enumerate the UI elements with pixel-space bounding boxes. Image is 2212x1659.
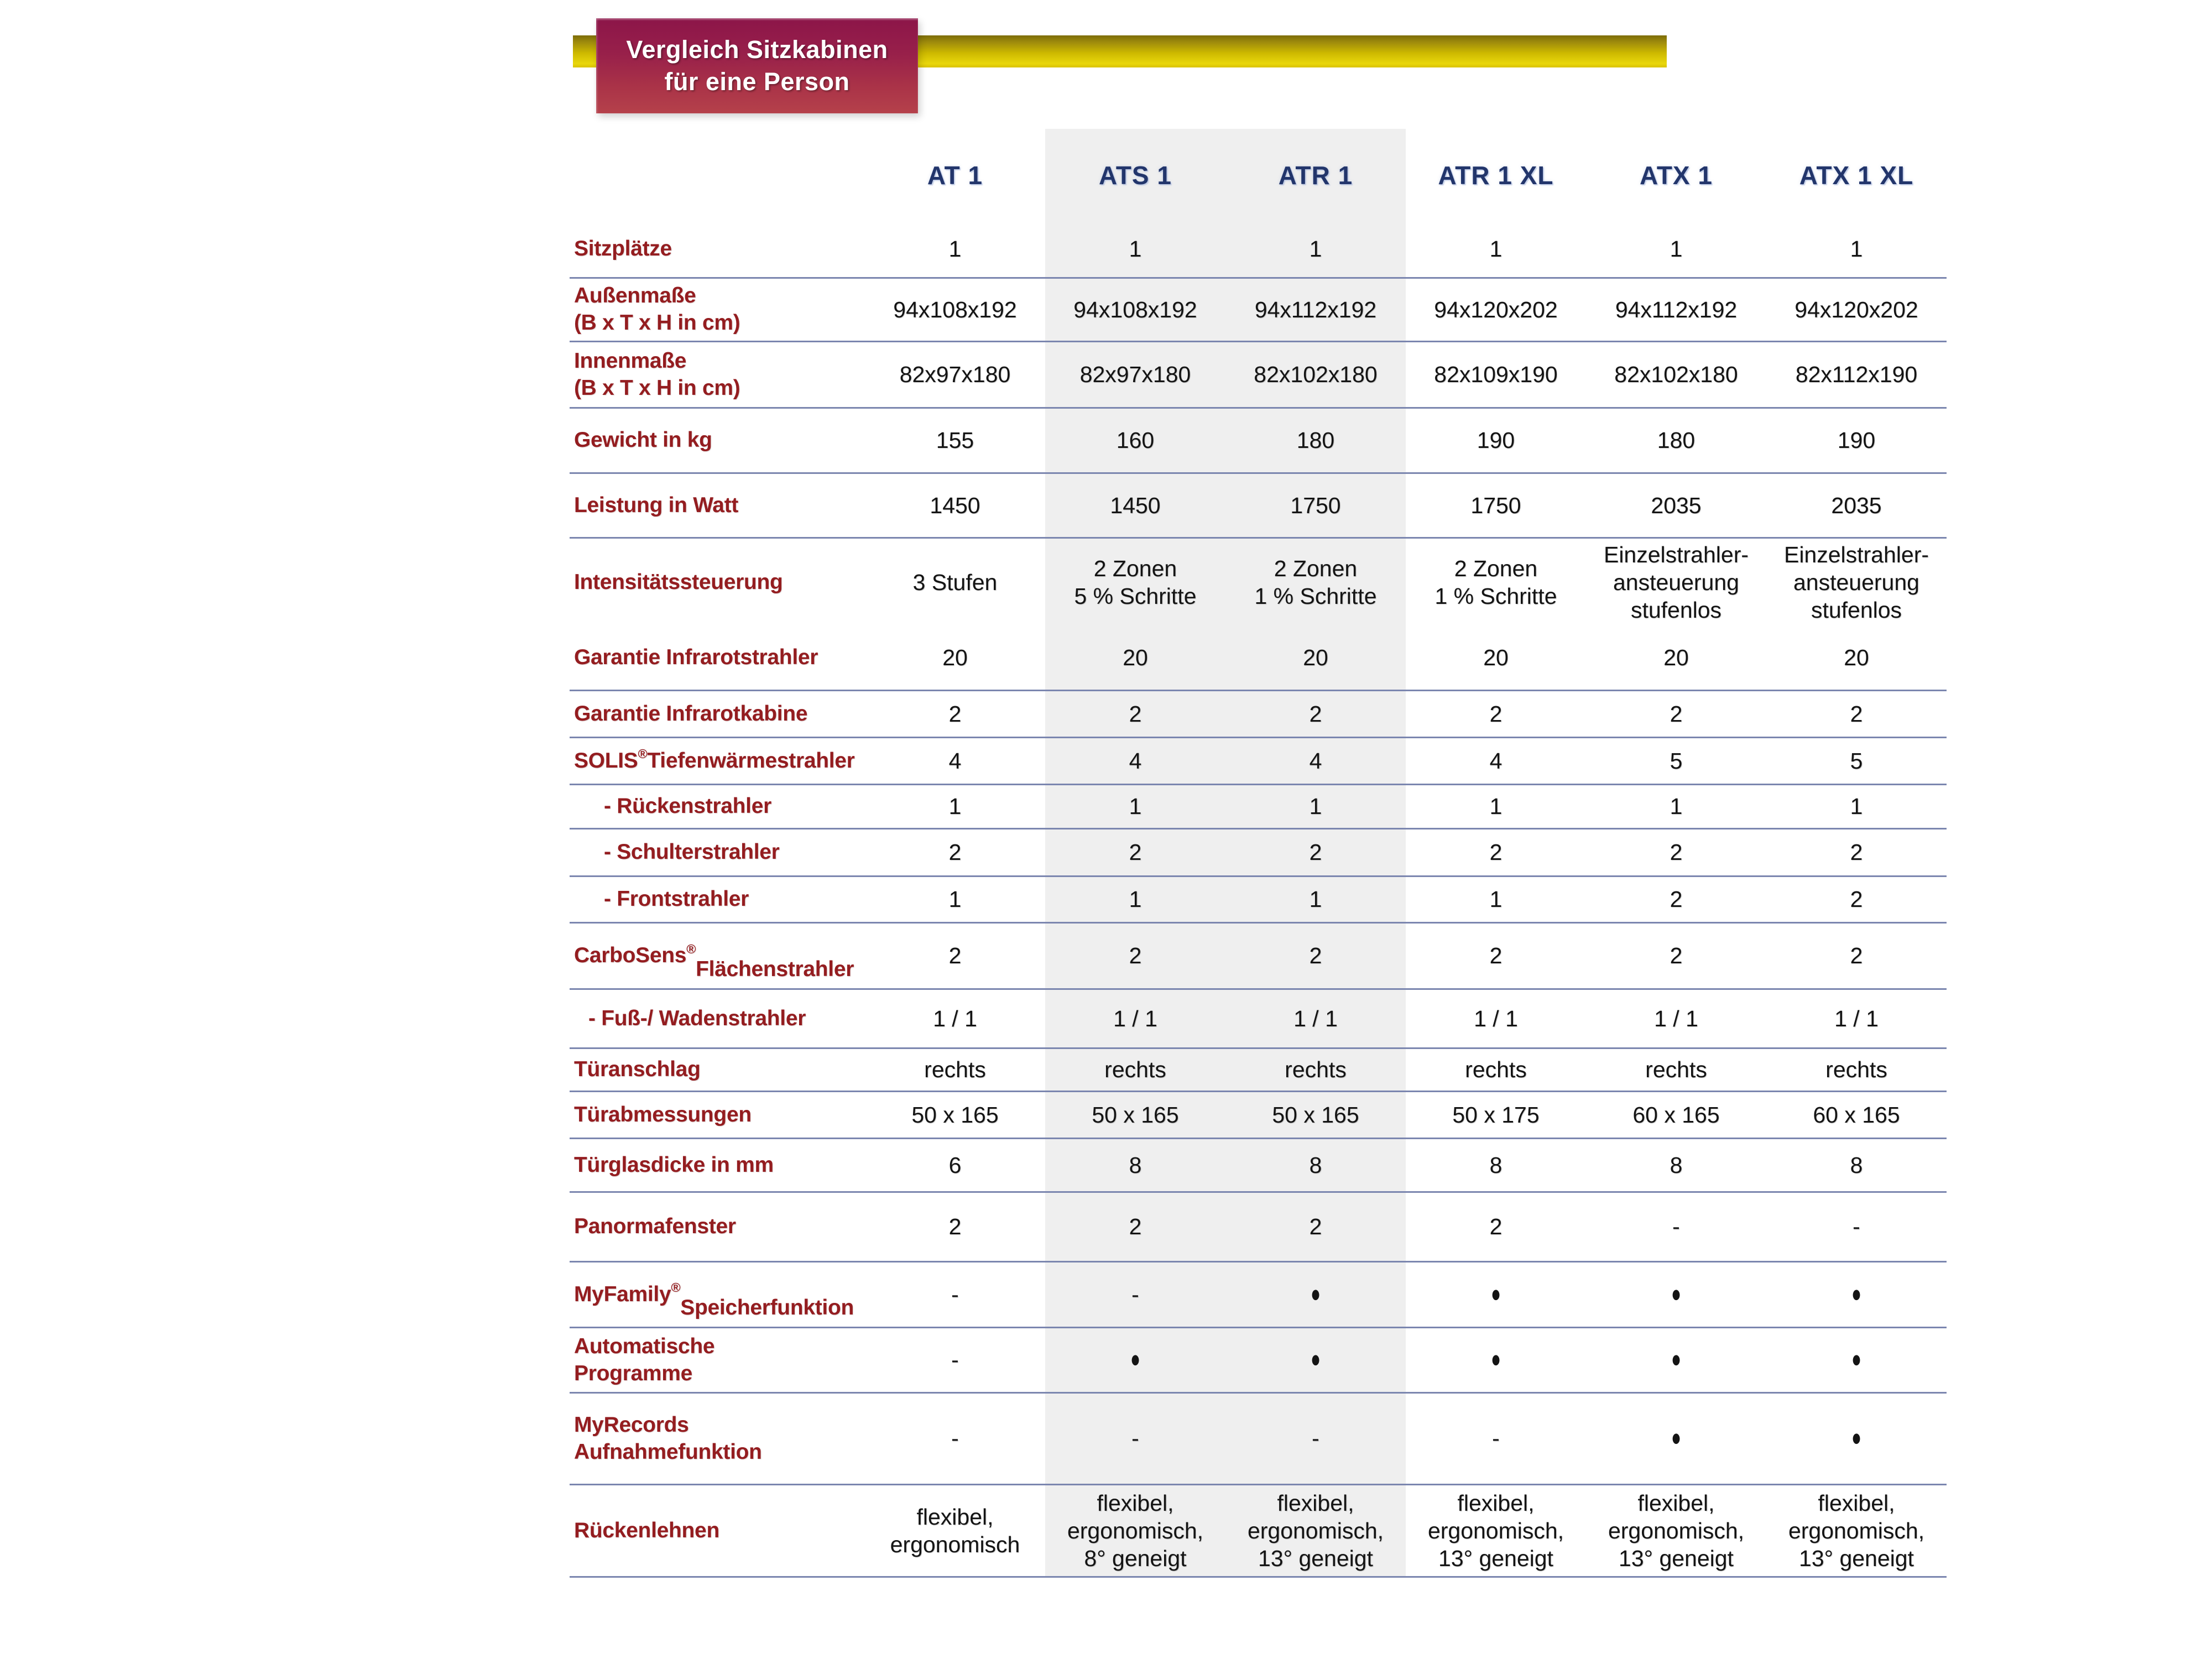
cell-value: 82x112x190: [1766, 342, 1947, 409]
cell-value: 50 x 175: [1406, 1092, 1586, 1139]
cell-value: 2: [1766, 691, 1947, 738]
cell-value: 1 / 1: [1586, 990, 1766, 1049]
cell-value: 2: [1406, 830, 1586, 877]
row-label: Intensitätssteuerung: [574, 570, 783, 594]
cell-value: 180: [1586, 409, 1766, 474]
cell-value: 180: [1225, 409, 1406, 474]
row-label: CarboSens ® Flächenstrahler: [570, 924, 865, 990]
cell-value: 1: [1406, 877, 1586, 924]
cell-value: [1766, 1328, 1947, 1394]
cell-value: [1406, 1262, 1586, 1328]
cell-value: -: [865, 1394, 1045, 1485]
cell-value: 2: [1586, 691, 1766, 738]
row-label: MyRecords Aufnahmefunktion: [570, 1394, 865, 1485]
row-label: - Frontstrahler: [570, 877, 865, 924]
cell-value: 60 x 165: [1766, 1092, 1947, 1139]
row-label: MyFamily ® Speicherfunktion: [570, 1262, 865, 1328]
cell-value: 2: [1045, 830, 1225, 877]
cell-value: [1766, 1394, 1947, 1485]
cell-value: 2: [865, 830, 1045, 877]
cell-value: -: [1045, 1262, 1225, 1328]
cell-value: 82x102x180: [1225, 342, 1406, 409]
cell-value: 1: [1586, 785, 1766, 830]
cell-value: 4: [865, 738, 1045, 785]
cell-value: 1: [865, 877, 1045, 924]
cell-value: 1 / 1: [865, 990, 1045, 1049]
row-label: Garantie Infrarotstrahler: [570, 626, 865, 691]
column-header-atx-1: ATX 1: [1640, 160, 1713, 190]
cell-value: 2: [1766, 877, 1947, 924]
feature-dot-icon: ●: [1490, 1280, 1501, 1307]
feature-dot-icon: ●: [1851, 1280, 1862, 1307]
cell-value: 94x120x202: [1406, 279, 1586, 342]
cell-value: 2: [1766, 924, 1947, 990]
cell-value: 94x112x192: [1586, 279, 1766, 342]
cell-value: 190: [1406, 409, 1586, 474]
cell-value: 2 Zonen 1 % Schritte: [1225, 539, 1406, 626]
row-label: SOLIS ® Tiefenwärmestrahler: [570, 738, 865, 785]
cell-value: 2 Zonen 5 % Schritte: [1045, 539, 1225, 626]
column-header-atr-1-xl: ATR 1 XL: [1438, 160, 1554, 190]
cell-value: 190: [1766, 409, 1947, 474]
cell-value: 50 x 165: [865, 1092, 1045, 1139]
row-label: Innenmaße (B x T x H in cm): [570, 342, 865, 409]
row-label: Rückenlehnen: [570, 1485, 865, 1578]
cell-value: -: [865, 1262, 1045, 1328]
cell-value: 2 Zonen 1 % Schritte: [1434, 555, 1557, 609]
cell-value: 20: [865, 626, 1045, 691]
row-label: - Schulterstrahler: [570, 830, 865, 877]
cell-value: 6: [865, 1139, 1045, 1193]
cell-value: 2035: [1766, 474, 1947, 539]
feature-dot-icon: ●: [1851, 1346, 1862, 1373]
cell-value: 1450: [865, 474, 1045, 539]
cell-value: flexibel, ergonomisch, 13° geneigt: [1406, 1485, 1586, 1578]
cell-value: rechts: [1586, 1049, 1766, 1092]
cell-value: 8: [1586, 1139, 1766, 1193]
cell-value: 94x112x192: [1225, 279, 1406, 342]
cell-value: 2: [865, 924, 1045, 990]
cell-value: 20: [1766, 626, 1947, 691]
cell-value: 160: [1045, 409, 1225, 474]
cell-value: 2: [1045, 691, 1225, 738]
cell-value: 8: [1045, 1139, 1225, 1193]
cell-value: flexibel, ergonomisch, 13° geneigt: [1766, 1485, 1947, 1578]
page-title: Vergleich Sitzkabinen für eine Person: [626, 35, 888, 96]
cell-value: 1: [1225, 877, 1406, 924]
feature-dot-icon: ●: [1310, 1346, 1321, 1373]
cell-value: 82x97x180: [865, 342, 1045, 409]
cell-value: flexibel, ergonomisch: [865, 1485, 1045, 1578]
cell-value: flexibel, ergonomisch, 8° geneigt: [1045, 1485, 1225, 1578]
cell-value: [1586, 1328, 1766, 1394]
row-label: Garantie Infrarotkabine: [570, 691, 865, 738]
cell-value: 2: [1586, 830, 1766, 877]
cell-value: 1: [1766, 785, 1947, 830]
cell-value: 1 / 1: [1225, 990, 1406, 1049]
cell-value: 2: [1225, 691, 1406, 738]
cell-value: 2: [1406, 691, 1586, 738]
cell-value: rechts: [1045, 1049, 1225, 1092]
cell-value: 94x108x192: [1045, 279, 1225, 342]
row-label: Türglasdicke in mm: [570, 1139, 865, 1193]
feature-dot-icon: ●: [1671, 1280, 1682, 1307]
cell-value: rechts: [865, 1049, 1045, 1092]
cell-value: 4: [1045, 738, 1225, 785]
cell-value: 8: [1766, 1139, 1947, 1193]
cell-value: 2: [865, 1193, 1045, 1262]
cell-value: 2: [1586, 877, 1766, 924]
feature-dot-icon: ●: [1490, 1346, 1501, 1373]
cell-value: flexibel, ergonomisch, 13° geneigt: [1225, 1485, 1406, 1578]
row-label: Panormafenster: [570, 1193, 865, 1262]
column-header-atx-1-xl: ATX 1 XL: [1799, 160, 1914, 190]
row-label: Außenmaße (B x T x H in cm): [570, 279, 865, 342]
cell-value: -: [1406, 1394, 1586, 1485]
cell-value: 94x108x192: [865, 279, 1045, 342]
column-header-at-1: AT 1: [927, 160, 983, 190]
cell-value: 1: [1766, 221, 1947, 279]
cell-value: 2: [1225, 830, 1406, 877]
cell-value: [1045, 1328, 1225, 1394]
row-label: Sitzplätze: [570, 221, 865, 279]
cell-value: 1 / 1: [1045, 990, 1225, 1049]
cell-value: -: [1045, 1394, 1225, 1485]
cell-value: 20: [1045, 626, 1225, 691]
row-label: - Fuß-/ Wadenstrahler: [570, 990, 865, 1049]
cell-value: 8: [1406, 1139, 1586, 1193]
cell-value: 1: [1586, 221, 1766, 279]
cell-value: -: [1766, 1193, 1947, 1262]
cell-value: 50 x 165: [1225, 1092, 1406, 1139]
cell-value: -: [865, 1328, 1045, 1394]
cell-value: -: [1586, 1193, 1766, 1262]
cell-value: 155: [865, 409, 1045, 474]
cell-value: 1750: [1406, 474, 1586, 539]
cell-value: 1 / 1: [1766, 990, 1947, 1049]
feature-dot-icon: ●: [1671, 1346, 1682, 1373]
cell-value: rechts: [1766, 1049, 1947, 1092]
cell-value: -: [1225, 1394, 1406, 1485]
cell-value: 82x109x190: [1406, 342, 1586, 409]
column-header-atr-1: ATR 1: [1225, 129, 1406, 221]
cell-value: 1750: [1225, 474, 1406, 539]
cell-value: 1: [1225, 221, 1406, 279]
cell-value: 1450: [1045, 474, 1225, 539]
cell-value: 82x97x180: [1045, 342, 1225, 409]
feature-dot-icon: ●: [1851, 1425, 1862, 1452]
cell-value: 2: [1045, 924, 1225, 990]
cell-value: 50 x 165: [1045, 1092, 1225, 1139]
cell-value: [1586, 1394, 1766, 1485]
cell-value: 1: [865, 785, 1045, 830]
column-header-ats-1: ATS 1: [1045, 129, 1225, 221]
cell-value: flexibel, ergonomisch, 13° geneigt: [1586, 1485, 1766, 1578]
row-label: Türabmessungen: [570, 1092, 865, 1139]
cell-value: [1225, 1262, 1406, 1328]
cell-value: 1: [1045, 785, 1225, 830]
feature-dot-icon: ●: [1130, 1346, 1141, 1373]
cell-value: 2: [865, 691, 1045, 738]
comparison-table: [570, 129, 1947, 1578]
cell-value: 82x102x180: [1586, 342, 1766, 409]
cell-value: 2: [1586, 924, 1766, 990]
cell-value: [1225, 1328, 1406, 1394]
cell-value: 2: [1406, 924, 1586, 990]
cell-value: 2035: [1586, 474, 1766, 539]
cell-value: 3 Stufen: [912, 569, 998, 595]
cell-value: 1: [1406, 785, 1586, 830]
row-label: - Rückenstrahler: [570, 785, 865, 830]
cell-value: 2: [1766, 830, 1947, 877]
cell-value: 2: [1045, 1193, 1225, 1262]
cell-value: 5: [1586, 738, 1766, 785]
title-box: [596, 18, 918, 113]
cell-value: 20: [1586, 626, 1766, 691]
feature-dot-icon: ●: [1671, 1425, 1682, 1452]
cell-value: 20: [1225, 626, 1406, 691]
cell-value: 1: [1045, 877, 1225, 924]
cell-value: 2: [1225, 1193, 1406, 1262]
feature-dot-icon: ●: [1310, 1280, 1321, 1307]
cell-value: 1 / 1: [1406, 990, 1586, 1049]
row-label: Automatische Programme: [570, 1328, 865, 1394]
cell-value: 20: [1406, 626, 1586, 691]
cell-value: 1: [865, 221, 1045, 279]
cell-value: 4: [1406, 738, 1586, 785]
cell-value: rechts: [1406, 1049, 1586, 1092]
row-label: Leistung in Watt: [570, 474, 865, 539]
cell-value: 2: [1225, 924, 1406, 990]
cell-value: 5: [1766, 738, 1947, 785]
cell-value: [1766, 1262, 1947, 1328]
cell-value: 1: [1225, 785, 1406, 830]
cell-value: [1586, 1262, 1766, 1328]
cell-value: 4: [1225, 738, 1406, 785]
cell-value: Einzelstrahler- ansteuerung stufenlos: [1603, 541, 1749, 623]
cell-value: 8: [1225, 1139, 1406, 1193]
cell-value: 2: [1406, 1193, 1586, 1262]
table-corner: [570, 129, 865, 221]
cell-value: 1: [1045, 221, 1225, 279]
row-label: Türanschlag: [570, 1049, 865, 1092]
cell-value: 94x120x202: [1766, 279, 1947, 342]
cell-value: [1406, 1328, 1586, 1394]
cell-value: 1: [1406, 221, 1586, 279]
cell-value: Einzelstrahler- ansteuerung stufenlos: [1783, 541, 1929, 623]
row-label: Gewicht in kg: [570, 409, 865, 474]
cell-value: 60 x 165: [1586, 1092, 1766, 1139]
cell-value: rechts: [1225, 1049, 1406, 1092]
